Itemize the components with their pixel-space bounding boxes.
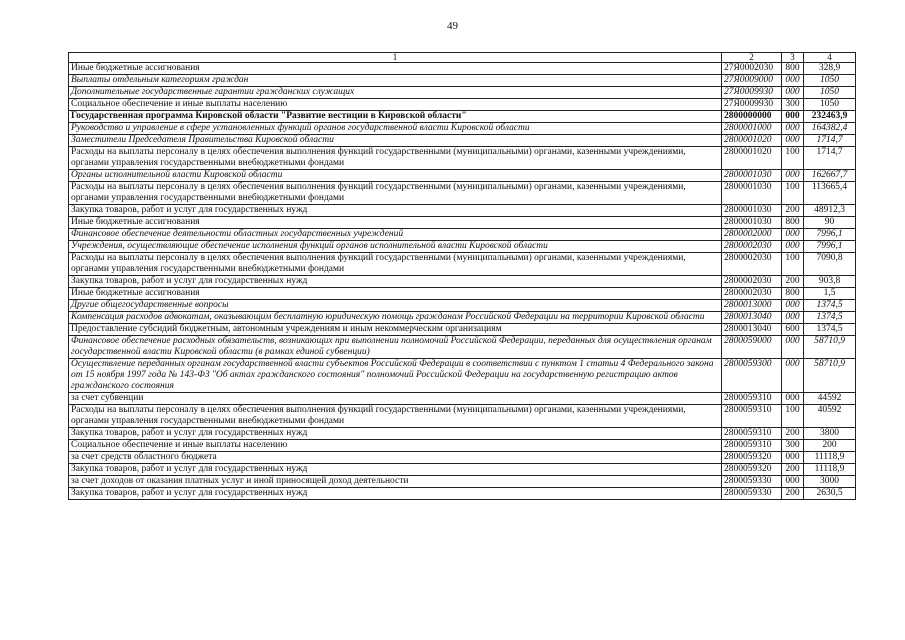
row-code-cell: 2800059330	[722, 488, 782, 500]
row-vr-cell: 000	[782, 241, 804, 253]
row-code-cell: 2800059000	[722, 336, 782, 359]
row-amount-cell: 58710,9	[804, 336, 856, 359]
row-code-cell: 27Я0009000	[722, 75, 782, 87]
row-name-cell: Осуществление переданных органам государственной власти субъектов Российской Федерации в соответствии с пунктом 1 статьи 4 Федерального закона от 15 ноября 1997 года № 143-ФЗ "Об актах гражданского состояния" полномочий Российской Федерации на государственную регистрацию актов гражданского состояния	[69, 359, 722, 393]
row-code-cell: 2800002030	[722, 288, 782, 300]
table-row	[69, 405, 856, 428]
table-row	[69, 312, 856, 324]
row-amount-cell: 7996,1	[804, 229, 856, 241]
table-row	[69, 359, 856, 393]
row-code-cell: 2800001030	[722, 205, 782, 217]
table-row	[69, 99, 856, 111]
row-vr-cell: 200	[782, 464, 804, 476]
row-vr-cell: 000	[782, 393, 804, 405]
table-row	[69, 452, 856, 464]
row-vr-cell: 800	[782, 63, 804, 75]
row-name-cell: Руководство и управление в сфере установленных функций органов государственной власти Кировской области	[69, 123, 722, 135]
header-name: 1	[69, 53, 722, 63]
table-row	[69, 229, 856, 241]
row-vr-cell: 000	[782, 75, 804, 87]
row-amount-cell: 1050	[804, 87, 856, 99]
row-name-cell: Учреждения, осуществляющие обеспечение исполнения функций органов исполнительной власти Кировской области	[69, 241, 722, 253]
page-number: 49	[447, 20, 458, 32]
row-amount-cell: 2630,5	[804, 488, 856, 500]
row-name-cell: Государственная программа Кировской области "Развитие вестиции в Кировской области"	[69, 111, 722, 123]
table-row	[69, 428, 856, 440]
row-amount-cell: 40592	[804, 405, 856, 428]
row-code-cell: 2800059310	[722, 393, 782, 405]
row-vr-cell: 000	[782, 336, 804, 359]
row-vr-cell: 000	[782, 170, 804, 182]
table-row	[69, 440, 856, 452]
row-vr-cell: 100	[782, 253, 804, 276]
row-vr-cell: 600	[782, 324, 804, 336]
row-name-cell: Иные бюджетные ассигнования	[69, 63, 722, 75]
row-name-cell: Предоставление субсидий бюджетным, автономным учреждениям и иным некоммерческим организациям	[69, 324, 722, 336]
row-name-cell: Выплаты отдельным категориям граждан	[69, 75, 722, 87]
row-code-cell: 2800059330	[722, 476, 782, 488]
row-name-cell: Закупка товаров, работ и услуг для государственных нужд	[69, 205, 722, 217]
row-amount-cell: 164382,4	[804, 123, 856, 135]
row-code-cell: 2800002030	[722, 276, 782, 288]
row-name-cell: Иные бюджетные ассигнования	[69, 288, 722, 300]
row-code-cell: 2800001020	[722, 135, 782, 147]
row-amount-cell: 3000	[804, 476, 856, 488]
row-amount-cell: 7090,8	[804, 253, 856, 276]
row-vr-cell: 200	[782, 428, 804, 440]
row-amount-cell: 1050	[804, 75, 856, 87]
row-name-cell: Финансовое обеспечение расходных обязательств, возникающих при выполнении полномочий Российской Федерации, переданных для осуществления органам государственной власти Кировской области (в рамках единой субвенции)	[69, 336, 722, 359]
row-name-cell: Дополнительные государственные гарантии гражданских служащих	[69, 87, 722, 99]
row-vr-cell: 000	[782, 135, 804, 147]
row-vr-cell: 800	[782, 217, 804, 229]
row-code-cell: 27Я0002030	[722, 63, 782, 75]
row-amount-cell: 232463,9	[804, 111, 856, 123]
row-code-cell: 2800001020	[722, 147, 782, 170]
row-vr-cell: 000	[782, 87, 804, 99]
row-vr-cell: 100	[782, 182, 804, 205]
row-amount-cell: 90	[804, 217, 856, 229]
budget-table	[68, 52, 856, 500]
row-name-cell: Органы исполнительной власти Кировской области	[69, 170, 722, 182]
table-row	[69, 182, 856, 205]
row-code-cell: 2800000000	[722, 111, 782, 123]
row-name-cell: Расходы на выплаты персоналу в целях обеспечения выполнения функций государственными (муниципальными) органами, казенными учреждениями, органами управления государственными внебюджетными фондами	[69, 253, 722, 276]
row-name-cell: Социальное обеспечение и иные выплаты населению	[69, 440, 722, 452]
row-code-cell: 2800001030	[722, 217, 782, 229]
row-amount-cell: 113665,4	[804, 182, 856, 205]
header-amount: 4	[804, 53, 856, 63]
row-code-cell: 2800013000	[722, 300, 782, 312]
table-row	[69, 324, 856, 336]
row-amount-cell: 3800	[804, 428, 856, 440]
row-amount-cell: 328,9	[804, 63, 856, 75]
row-code-cell: 2800059310	[722, 405, 782, 428]
row-amount-cell: 1050	[804, 99, 856, 111]
row-name-cell: за счет средств областного бюджета	[69, 452, 722, 464]
row-name-cell: Компенсация расходов адвокатам, оказывающим бесплатную юридическую помощь гражданам Российской Федерации на территории Кировской области	[69, 312, 722, 324]
table-row	[69, 476, 856, 488]
row-code-cell: 2800059320	[722, 452, 782, 464]
table-header	[69, 53, 856, 63]
row-vr-cell: 000	[782, 300, 804, 312]
table-row	[69, 170, 856, 182]
row-code-cell: 2800002030	[722, 253, 782, 276]
header-row	[69, 53, 856, 63]
row-code-cell: 2800001000	[722, 123, 782, 135]
table-row	[69, 87, 856, 99]
row-amount-cell: 11118,9	[804, 452, 856, 464]
row-code-cell: 2800002030	[722, 241, 782, 253]
row-name-cell: Заместители Председателя Правительства Кировской области	[69, 135, 722, 147]
row-vr-cell: 000	[782, 312, 804, 324]
row-amount-cell: 48912,3	[804, 205, 856, 217]
table-row	[69, 217, 856, 229]
row-name-cell: Социальное обеспечение и иные выплаты населению	[69, 99, 722, 111]
table-row	[69, 336, 856, 359]
row-code-cell: 27Я0009930	[722, 99, 782, 111]
row-vr-cell: 100	[782, 147, 804, 170]
row-amount-cell: 903,8	[804, 276, 856, 288]
row-code-cell: 2800059300	[722, 359, 782, 393]
row-vr-cell: 000	[782, 359, 804, 393]
row-code-cell: 2800001030	[722, 170, 782, 182]
header-vr: 3	[782, 53, 804, 63]
row-amount-cell: 1374,5	[804, 324, 856, 336]
table-body	[69, 63, 856, 500]
row-vr-cell: 100	[782, 405, 804, 428]
row-vr-cell: 000	[782, 476, 804, 488]
table-row	[69, 276, 856, 288]
row-vr-cell: 200	[782, 205, 804, 217]
table-row	[69, 111, 856, 123]
row-name-cell: Финансовое обеспечение деятельности областных государственных учреждений	[69, 229, 722, 241]
table-row	[69, 393, 856, 405]
row-amount-cell: 1714,7	[804, 135, 856, 147]
table-row	[69, 300, 856, 312]
row-name-cell: Закупка товаров, работ и услуг для государственных нужд	[69, 428, 722, 440]
table-row	[69, 75, 856, 87]
table-row	[69, 241, 856, 253]
row-name-cell: за счет доходов от оказания платных услуг и иной приносящей доход деятельности	[69, 476, 722, 488]
row-code-cell: 27Я0009930	[722, 87, 782, 99]
row-code-cell: 2800013040	[722, 324, 782, 336]
table-row	[69, 253, 856, 276]
row-amount-cell: 58710,9	[804, 359, 856, 393]
row-name-cell: Расходы на выплаты персоналу в целях обеспечения выполнения функций государственными (муниципальными) органами, казенными учреждениями, органами управления государственными внебюджетными фондами	[69, 147, 722, 170]
row-amount-cell: 44592	[804, 393, 856, 405]
row-vr-cell: 000	[782, 452, 804, 464]
table-row	[69, 288, 856, 300]
row-amount-cell: 162667,7	[804, 170, 856, 182]
row-vr-cell: 000	[782, 123, 804, 135]
row-name-cell: Другие общегосударственные вопросы	[69, 300, 722, 312]
table-row	[69, 464, 856, 476]
row-vr-cell: 000	[782, 111, 804, 123]
row-code-cell: 2800059310	[722, 440, 782, 452]
row-amount-cell: 7996,1	[804, 241, 856, 253]
table-row	[69, 135, 856, 147]
row-vr-cell: 300	[782, 99, 804, 111]
table-row	[69, 63, 856, 75]
row-name-cell: Расходы на выплаты персоналу в целях обеспечения выполнения функций государственными (муниципальными) органами, казенными учреждениями, органами управления государственными внебюджетными фондами	[69, 405, 722, 428]
row-vr-cell: 300	[782, 440, 804, 452]
row-amount-cell: 1,5	[804, 288, 856, 300]
row-vr-cell: 000	[782, 229, 804, 241]
row-code-cell: 2800059320	[722, 464, 782, 476]
row-name-cell: Расходы на выплаты персоналу в целях обеспечения выполнения функций государственными (муниципальными) органами, казенными учреждениями, органами управления государственными внебюджетными фондами	[69, 182, 722, 205]
row-vr-cell: 800	[782, 288, 804, 300]
table-row	[69, 123, 856, 135]
row-vr-cell: 200	[782, 276, 804, 288]
row-code-cell: 2800002000	[722, 229, 782, 241]
header-code: 2	[722, 53, 782, 63]
row-name-cell: Закупка товаров, работ и услуг для государственных нужд	[69, 464, 722, 476]
row-vr-cell: 200	[782, 488, 804, 500]
row-code-cell: 2800059310	[722, 428, 782, 440]
table-row	[69, 488, 856, 500]
row-code-cell: 2800001030	[722, 182, 782, 205]
row-amount-cell: 11118,9	[804, 464, 856, 476]
row-code-cell: 2800013040	[722, 312, 782, 324]
row-amount-cell: 1374,5	[804, 300, 856, 312]
row-name-cell: Закупка товаров, работ и услуг для государственных нужд	[69, 276, 722, 288]
row-amount-cell: 1714,7	[804, 147, 856, 170]
row-amount-cell: 1374,5	[804, 312, 856, 324]
row-name-cell: за счет субвенции	[69, 393, 722, 405]
table-row	[69, 147, 856, 170]
row-name-cell: Закупка товаров, работ и услуг для государственных нужд	[69, 488, 722, 500]
row-name-cell: Иные бюджетные ассигнования	[69, 217, 722, 229]
row-amount-cell: 200	[804, 440, 856, 452]
table-row	[69, 205, 856, 217]
